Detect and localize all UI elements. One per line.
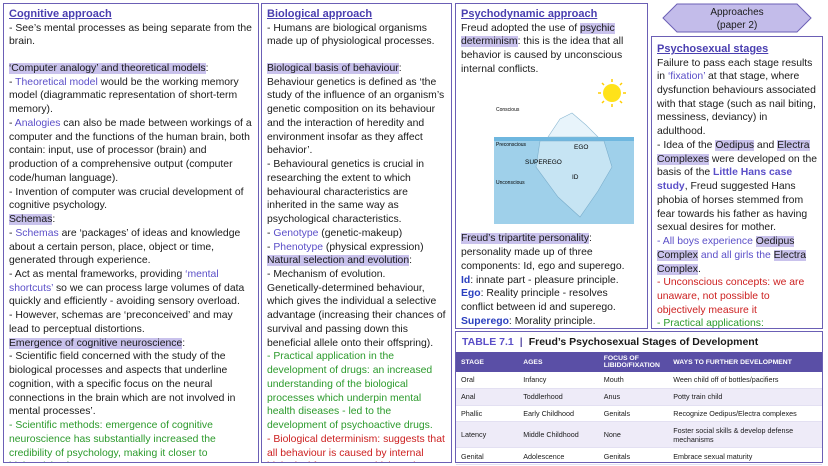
behaviour-genetics-crucial: - Behavioural genetics is crucial in researching the extent to which behavioural characteristics are inherited in the same way as psychological characteristics. [267, 159, 425, 226]
phenotype-text: (physical expression) [323, 241, 424, 253]
natural-selection-heading: Natural selection and evolution [267, 255, 410, 267]
table-cell: Middle Childhood [518, 422, 599, 448]
ego-label: EGO [574, 144, 589, 152]
mechanism-text: - Mechanism of evolution. [267, 269, 386, 280]
id-label: ID [572, 174, 579, 182]
analogies-term: Analogies [14, 117, 61, 129]
table-row [456, 422, 822, 448]
psychosexual-intro-pre: Failure to pass each stage results in [657, 57, 813, 83]
table-cell: Recognize Oedipus/Electra complexes [668, 405, 822, 422]
superego-text: : Morality principle. [508, 315, 596, 327]
oedipus-complex-term: Oedipus Complex [657, 236, 795, 261]
table-cell: Ween child off of bottles/pacifiers [668, 372, 822, 388]
electra-complex-term: Electra Complex [657, 249, 807, 275]
table-cell: None [599, 422, 669, 448]
psychosexual-weakness: - Unconscious concepts: we are unaware, not possible to objectively measure it [657, 277, 805, 316]
id-text: : innate part - pleasure principle. [470, 274, 619, 286]
table-caption: TABLE 7.1 | Freud’s Psychosexual Stages of Development [462, 336, 759, 348]
frameworks-post: so we can process large volumes of data quickly and efficiently - avoiding sensory overload. [9, 282, 245, 308]
table-cell: Genital [456, 448, 518, 465]
biological-title: Biological approach [267, 8, 373, 20]
table-cell: Oral [456, 372, 518, 388]
boys-pre: - All boys experience [657, 236, 756, 248]
psychosexual-panel [651, 36, 823, 329]
table-cell: Genitals [599, 405, 669, 422]
table-cell: Genitals [599, 448, 669, 465]
table-cell: Toddlerhood [518, 388, 599, 405]
stages-table [456, 352, 822, 465]
table-cell: Mouth [599, 372, 669, 388]
analogies-text: can also be made between workings of a computer and the functions of the human brain, both contain: input, use of processor (brain) and production of a comprehensive output (computer code/human language). [9, 117, 252, 184]
tripartite-heading: Freud’s tripartite personality [461, 233, 590, 245]
psychodynamic-panel [455, 3, 648, 329]
approaches-line2: (paper 2) [716, 20, 758, 31]
invention-text: - Invention of computer was crucial development of cognitive psychology. [9, 186, 244, 212]
psychosexual-title: Psychosexual stages [657, 43, 769, 55]
biological-strength: - Practical application in the development of drugs: an increased understanding of the biological processes which underpin mental health diseases - led to the development of psychoactive drugs. [267, 351, 433, 432]
table-title: Freud’s Psychosexual Stages of Development [528, 336, 759, 348]
table-tag: TABLE 7.1 [462, 336, 514, 348]
little-hans-term: Little Hans case study [657, 167, 793, 193]
table-cell: Foster social skills & develop defense mechanisms [668, 422, 822, 448]
table-cell: Phallic [456, 405, 518, 422]
table-cell: Anal [456, 388, 518, 405]
frameworks-pre: - Act as mental frameworks, providing [9, 269, 186, 280]
biological-intro: - Humans are biological organisms made up of physiological processes. [267, 22, 435, 48]
table-row [456, 448, 822, 465]
preconscious-label: Preconscious [496, 142, 527, 149]
biological-weakness: - Biological determinism: suggests that all behaviour is caused by internal [267, 433, 445, 459]
superego-label: SUPEREGO [525, 159, 562, 167]
table-cell: Adolescence [518, 448, 599, 465]
genotype-text: (genetic-makeup) [318, 227, 403, 239]
schemas-term: Schemas [15, 227, 59, 239]
analogy-heading: ‘Computer analogy’ and theoretical models [9, 62, 206, 74]
neuroscience-heading: Emergence of cognitive neuroscience [9, 337, 183, 349]
psychosexual-strength: - Practical applications: [657, 318, 764, 329]
girls-post: . [698, 263, 701, 275]
idea-mid: were developed on the basis of the [657, 153, 818, 179]
psychodynamic-title: Psychodynamic approach [461, 8, 598, 20]
id-term: Id [461, 274, 471, 286]
approaches-line1: Approaches [710, 7, 764, 18]
idea-post: , Freud suggested Hans phobia of horses stemmed from fear towards his father as having sexual desires for mother. [657, 181, 808, 234]
table-header: FOCUS OF LIBIDO/FIXATION [599, 352, 669, 372]
unconscious-label: Unconscious [496, 180, 525, 187]
theoretical-model-term: Theoretical model [15, 76, 98, 88]
table-cell: Latency [456, 422, 518, 448]
biological-panel: Biological approach - Humans are biological organisms made up of physiological processes. Biological basis of behaviour: Behaviour genetics is defined as ‘the study of the influence of an organism’s genetic composition on its behaviour and the interaction of heredity and environment insofar as they affect behavior’. - Behavioural genetics is crucial in researching the extent to which behavioural characteristics are inherited in the same way as psychological characteristics. - Genotype (genetic-makeup) - Phenotype (physical expression) Natural selection and evolution: - Mechanism of evolution. Genetically-determined behaviour, which gives the individual a selective advantage (increasing their chances of survival and passing down this beneficial allele onto their offspring). - Practical application in the development of drugs: an increased understanding of the biological processes which underpin mental health diseases - led to the development of psychoactive drugs. - Biological determinism: suggests that all behaviour is caused by internal [261, 3, 452, 463]
idea-pre: - Idea of the [657, 139, 716, 151]
conscious-label: Conscious [496, 107, 520, 114]
approaches-hexagon [651, 3, 823, 33]
table-cell: Anus [599, 388, 669, 405]
tripartite-text: : personality made up of three components: Id, ego and superego. [461, 233, 625, 272]
table-row [456, 388, 822, 405]
table-row [456, 372, 822, 388]
idea-and: and [754, 139, 778, 151]
psychic-intro-post: : this is the idea that all behavior is caused by unconscious internal conflicts. [461, 36, 624, 75]
schemas-heading: Schemas [9, 214, 53, 226]
cognitive-intro: - See’s mental processes as being separate from the brain. [9, 22, 252, 48]
table-header-row [456, 352, 822, 372]
mental-shortcuts-term: ‘mental shortcuts’ [9, 269, 219, 294]
table-header: WAYS TO FURTHER DEVELOPMENT [668, 352, 822, 372]
cognitive-title: Cognitive approach [9, 8, 112, 20]
ego-term: Ego [461, 288, 481, 300]
iceberg-diagram [494, 79, 634, 224]
table-row [456, 405, 822, 422]
table-header: AGES [518, 352, 599, 372]
psychosexual-stages-table [455, 331, 823, 463]
psychosexual-intro-post: at that stage, where dysfunction behaviours associated with that stage (such as nail biting, messiness, deviancy) in adulthood. [657, 71, 816, 138]
girls-mid: and all girls the [698, 249, 774, 261]
behaviour-genetics-text: Behaviour genetics is defined as ‘the study of the influence of an organism’s genetic composition on its behaviour and the interaction of heredity and environment insofar as they affect behavior’. [267, 76, 445, 157]
preconceived-text: - However, schemas are ‘preconceived’ and may lead to perceptual distortions. [9, 310, 233, 335]
genetic-behaviour-text: Genetically-determined behaviour, which gives the individual a selective advantage (increasing their chances of survival and passing down this beneficial allele onto their offspring). [267, 282, 446, 349]
iceberg-svg [494, 79, 634, 224]
theoretical-model-text: would be the working memory model (diagrammatic representation of short-term memory). [9, 76, 239, 116]
table-cell: Potty train child [668, 388, 822, 405]
table-cell: Infancy [518, 372, 599, 388]
table-header: STAGE [456, 352, 518, 372]
table-cell: Embrace sexual maturity [668, 448, 822, 465]
phenotype-term: Phenotype [273, 241, 324, 253]
table-cell: Early Childhood [518, 405, 599, 422]
ego-text: : Reality principle - resolves conflict between id and superego. [461, 288, 616, 314]
psychic-intro-pre: Freud adopted the use of [461, 22, 581, 34]
electra-complexes-term: Electra Complexes [657, 139, 810, 165]
approaches-badge [651, 3, 823, 33]
psychic-determinism-term: psychic determinism [461, 22, 615, 48]
oedipus-term: Oedipus [715, 139, 755, 151]
schemas-text: are ‘packages’ of ideas and knowledge about a certain person, place, object or time, generated through experience. [9, 227, 241, 267]
fixation-term: ‘fixation’ [667, 71, 706, 83]
biological-basis-heading: Biological basis of behaviour [267, 62, 399, 74]
neuroscience-text: - Scientific field concerned with the study of the biological processes and aspects that underline cognition, with a specific focus on the neural connections in the brain which are not involved in mental processes’. [9, 351, 236, 418]
superego-term: Superego [461, 315, 509, 327]
cognitive-panel: Cognitive approach - See’s mental processes as being separate from the brain. ‘Computer analogy’ and theoretical models: - Theoretical model would be the working memory model (diagrammatic representation of short-term memory). - Analogies can also be made between workings of a computer and the functions of the human brain, both contain: input, use of processor (brain) and production of a comprehensive output (computer code/human language). - Invention of computer was crucial development of cognitive psychology. Schemas: - Schemas are ‘packages’ of ideas and knowledge about a certain person, place, object or time, generated through experience. - Act as mental frameworks, providing ‘mental shortcuts’ so we can process large volumes of data quickly and efficiently - avoiding sensory overload. - However, schemas are ‘preconceived’ and may lead to perceptual distortions. Emergence of cognitive neuroscience: - Scientific field concerned with the study of the biological processes and aspects that underline cognition, with a specific focus on the neural connections in the brain which are not involved in mental processes’. - Scientific methods: emergence of cognitive neuroscience has substantially increased the credibility of psychology, making it closer to [3, 3, 259, 463]
cognitive-strength: - Scientific methods: emergence of cognitive neuroscience has substantially increased the credibility of psychology, making it closer to [9, 420, 216, 459]
genotype-term: Genotype [273, 227, 319, 239]
